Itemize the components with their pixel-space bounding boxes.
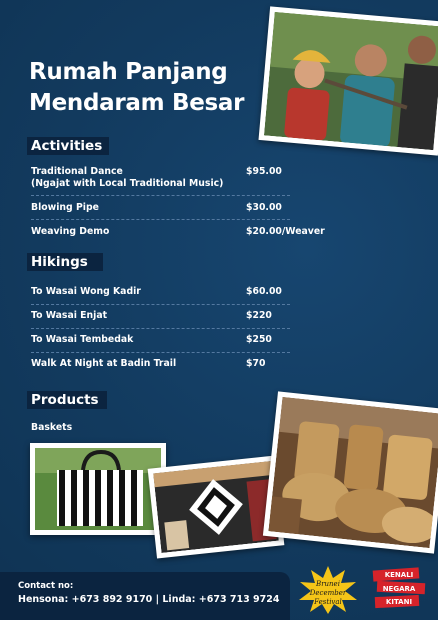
weaving-pattern-photo: [148, 456, 285, 559]
hiking-name: To Wasai Enjat: [31, 310, 108, 321]
hikings-heading-text: Hikings: [31, 254, 88, 270]
rattan-baskets-photo: [263, 391, 438, 553]
svg-text:December: December: [309, 589, 347, 597]
row-divider: [31, 352, 290, 353]
title-line-1: Rumah Panjang: [29, 59, 228, 85]
hiking-price: $250: [246, 334, 272, 345]
row-divider: [31, 304, 290, 305]
hikings-heading: [27, 253, 103, 271]
row-divider: [31, 219, 290, 220]
activity-price: $30.00: [246, 202, 282, 213]
hiking-name: Walk At Night at Badin Trail: [31, 358, 177, 369]
activity-price: $95.00: [246, 166, 282, 177]
kenali-text: KENALI: [384, 571, 414, 579]
weaving-pattern-image: [153, 461, 279, 553]
hiking-name: To Wasai Tembedak: [31, 334, 134, 345]
row-divider: [31, 195, 290, 196]
title-line-2: Mendaram Besar: [29, 90, 245, 116]
negara-text: NEGARA: [382, 584, 416, 593]
kenali-negara-kitani-logo: [371, 567, 427, 611]
brunei-december-festival-logo: [297, 564, 359, 614]
baskets-label: Baskets: [31, 422, 73, 433]
striped-basket-image: [35, 448, 161, 530]
row-divider: [31, 328, 290, 329]
hiking-price: $220: [246, 310, 272, 321]
products-heading: [27, 391, 107, 409]
contact-label: Contact no:: [18, 581, 74, 591]
activity-name: Traditional Dance (Ngajat with Local Traditional Music): [31, 166, 224, 189]
contact-numbers: Hensona: +673 892 9170 | Linda: +673 713 9724: [18, 594, 280, 605]
rattan-baskets-image: [268, 397, 438, 548]
festival-logo-graphic: [297, 564, 359, 614]
contact-bar: [0, 572, 290, 620]
hiking-price: $70: [246, 358, 266, 369]
activities-heading-text: Activities: [31, 138, 103, 154]
svg-text:Brunei: Brunei: [316, 580, 340, 588]
activity-name: Weaving Demo: [31, 226, 110, 237]
activity-price: $20.00/Weaver: [246, 226, 325, 237]
activity-name: Blowing Pipe: [31, 202, 99, 213]
hiking-price: $60.00: [246, 286, 282, 297]
products-heading-text: Products: [31, 392, 99, 408]
blowpipe-photo: [259, 6, 438, 155]
page-title: [29, 57, 269, 119]
activities-heading: [27, 137, 109, 155]
hiking-name: To Wasai Wong Kadir: [31, 286, 141, 297]
striped-basket-photo: [30, 443, 166, 535]
blowpipe-photo-image: [264, 12, 438, 150]
svg-text:Festival: Festival: [314, 598, 342, 606]
kitani-text: KITANI: [385, 598, 413, 606]
